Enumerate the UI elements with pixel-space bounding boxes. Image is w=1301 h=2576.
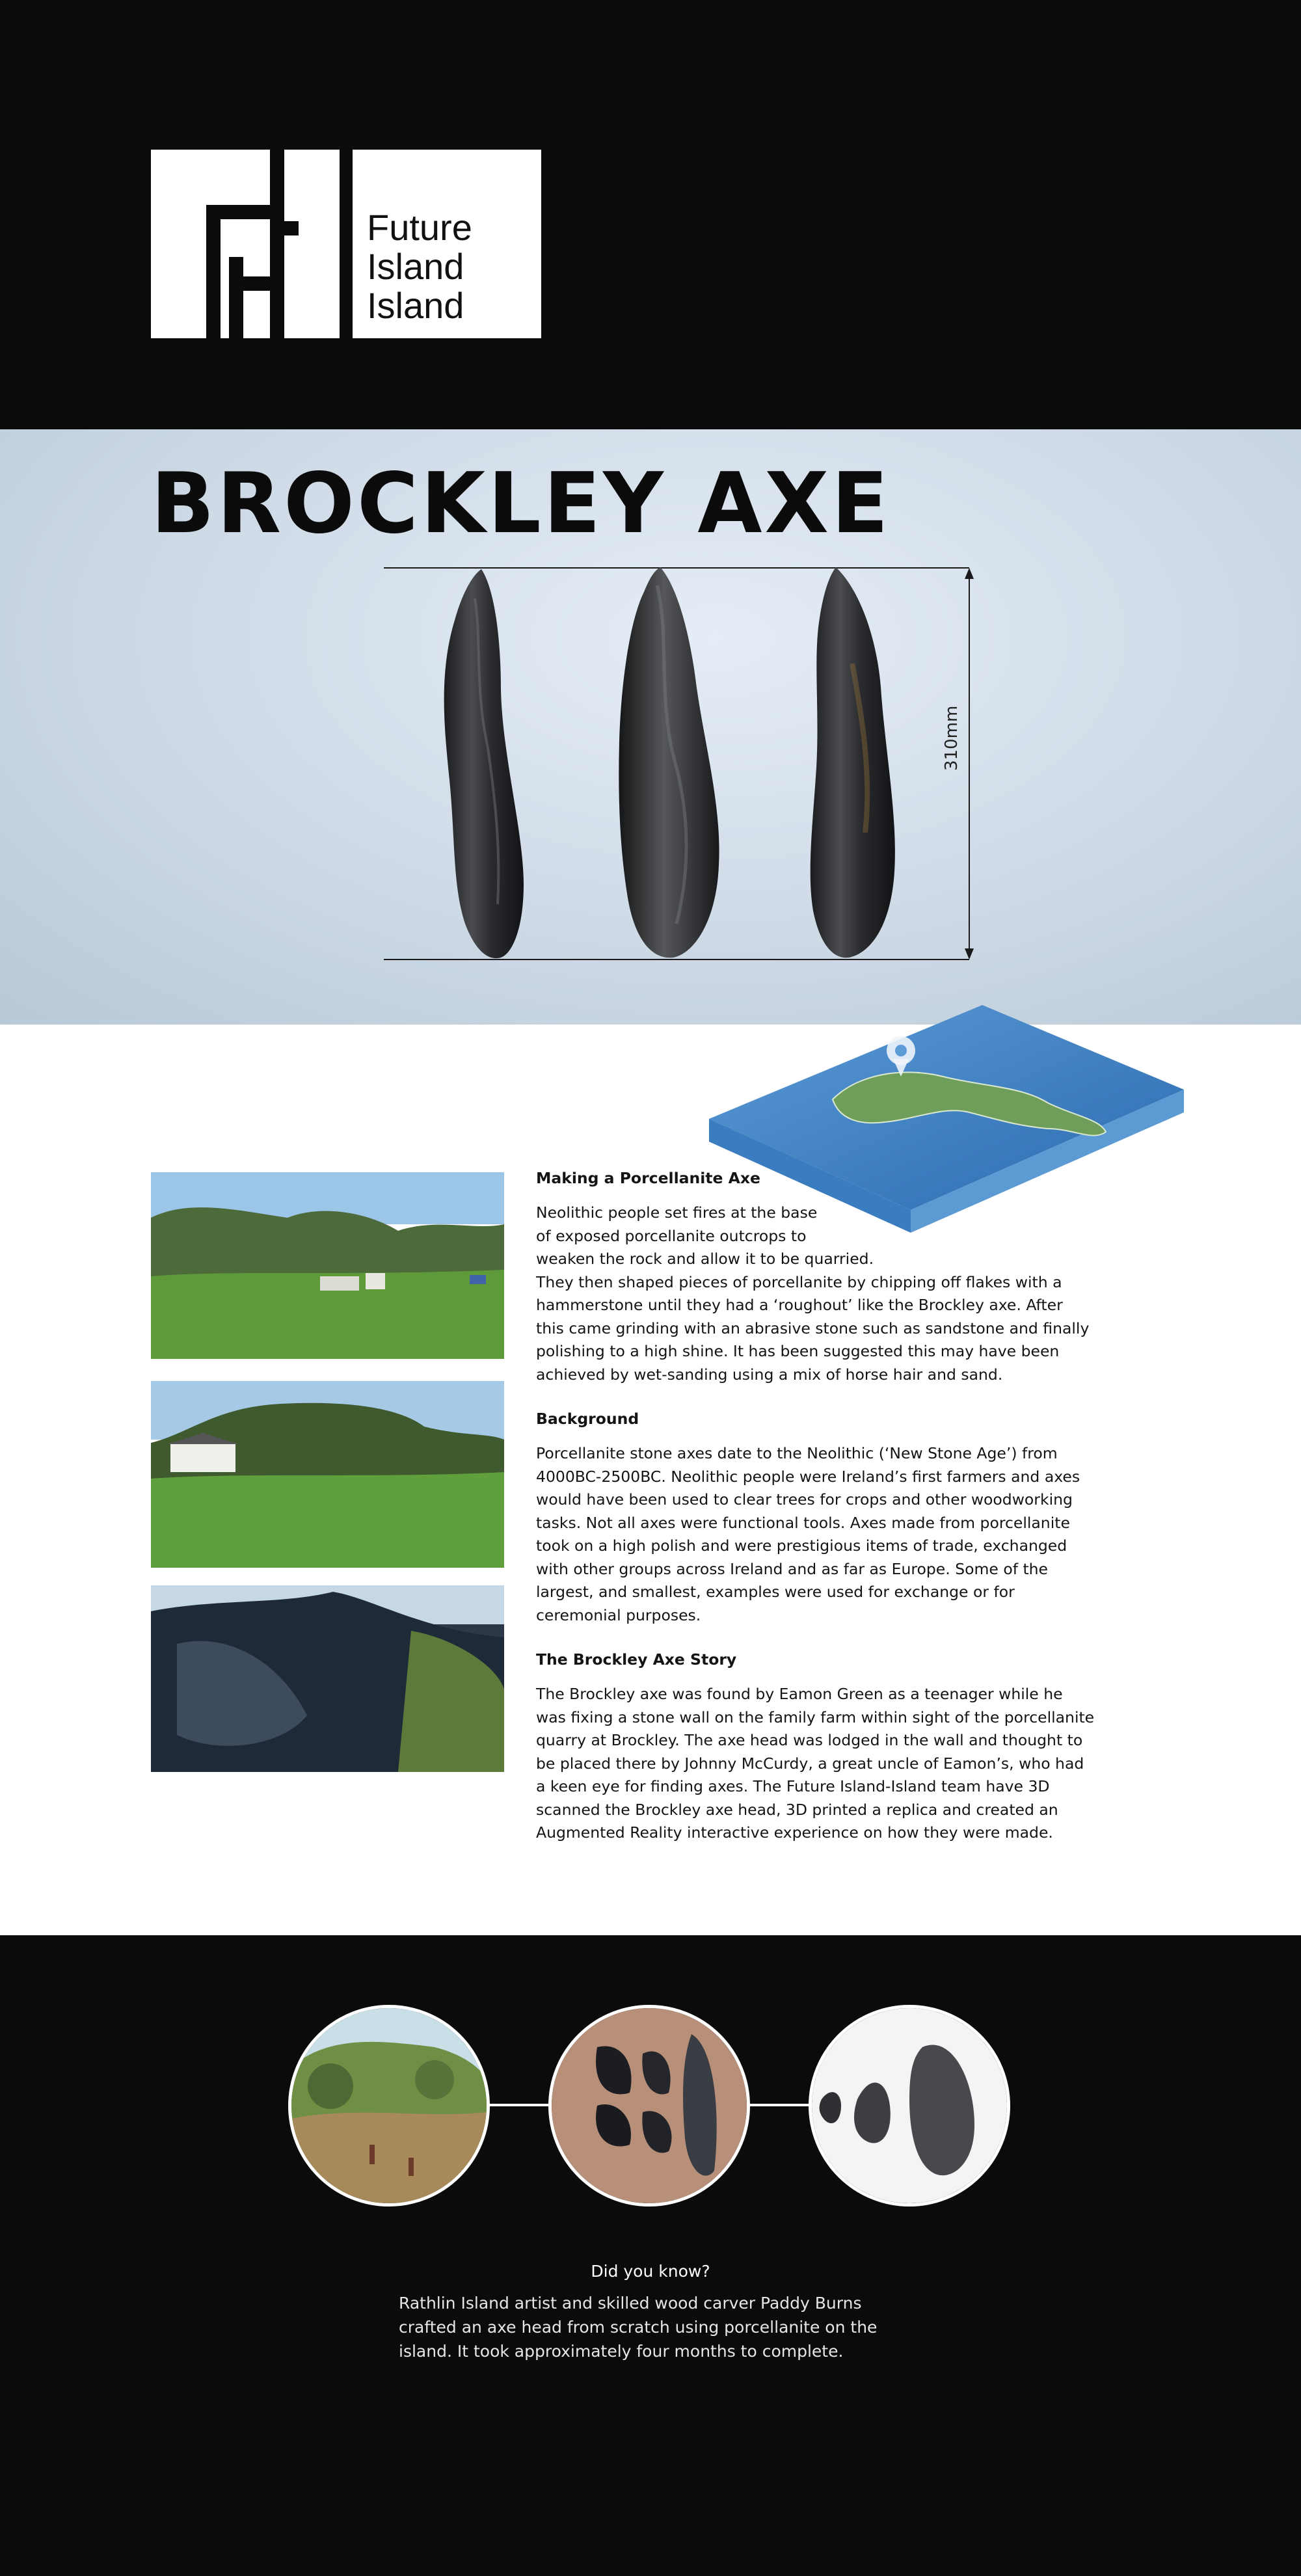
section-text-making-axe-line2: of exposed porcellanite outcrops to	[536, 1226, 807, 1245]
section-text-making-axe-line3: weaken the rock and allow it to be quarried.	[536, 1250, 874, 1268]
circle-axe-roughouts	[548, 2005, 750, 2207]
circle-neolithic-scene	[288, 2005, 490, 2207]
did-you-know-text: Rathlin Island artist and skilled wood carver Paddy Burns crafted an axe head from scratch using porcellanite on the island. It took approximately four months to complete.	[399, 2294, 878, 2361]
axe-view-front	[444, 569, 524, 958]
logo-text-island-1: Island	[367, 246, 464, 287]
logo-mark	[151, 150, 340, 338]
circle-polished-axes	[809, 2005, 1010, 2207]
dimension-arrow-top	[965, 568, 974, 579]
axe-views-illustration	[384, 559, 989, 963]
axe-view-back	[811, 567, 895, 958]
axe-view-side	[619, 567, 719, 958]
footer-band	[0, 1935, 1301, 2576]
circle-connector-2	[750, 2104, 812, 2106]
dimension-label: 310mm	[942, 705, 961, 771]
photo-porcellanite-outcrop	[151, 1585, 504, 1772]
did-you-know-title: Did you know?	[591, 2262, 710, 2281]
hero-section	[0, 429, 1301, 1025]
photo-farmhouse-hill	[151, 1381, 504, 1568]
dimension-arrow-bottom	[965, 948, 974, 959]
section-title-background: Background	[536, 1410, 639, 1428]
section-background	[536, 1408, 1095, 1627]
section-axe-story	[536, 1649, 1095, 1845]
section-title-axe-story: The Brockley Axe Story	[536, 1650, 737, 1669]
logo-mark-graphic	[151, 150, 340, 338]
logo-text-island-2: Island	[367, 285, 464, 326]
section-making-axe	[536, 1168, 1095, 1386]
photo-farm-landscape	[151, 1172, 504, 1359]
logo-wordmark	[353, 150, 541, 338]
section-text-making-axe-line1: Neolithic people set fires at the base	[536, 1203, 818, 1222]
section-text-making-axe-body: They then shaped pieces of porcellanite by chipping off flakes with a hammerstone until they had a ‘roughout’ like the Brockley axe. After this came grinding with an abrasive stone such as sandstone and finally polishing to a high shine. It has been suggested this may have been achieved by wet-sanding using a mix of horse hair and sand.	[536, 1272, 1090, 1384]
circle-connector-1	[487, 2104, 548, 2106]
section-text-axe-story: The Brockley axe was found by Eamon Green as a teenager while he was fixing a stone wall on the family farm within sight of the porcellanite quarry at Brockley. The axe head was lodged in the wall and thought to be placed there by Johnny McCurdy, a great uncle of Eamon’s, who had a keen eye for finding axes. The Future Island-Island team have 3D scanned the Brockley axe head, 3D printed a replica and created an Augmented Reality interactive experience on how they were made.	[536, 1685, 1095, 1842]
logo-text-future: Future	[367, 207, 472, 248]
header-band	[0, 0, 1301, 429]
page-title: BROCKLEY AXE	[151, 455, 891, 552]
content-section	[0, 1025, 1301, 1935]
section-text-background: Porcellanite stone axes date to the Neolithic (‘New Stone Age’) from 4000BC-2500BC. Neolithic people were Ireland’s first farmers and axes would have been used to clear trees for crops and other woodworking tasks. Not all axes were functional tools. Axes made from porcellanite took on a high polish and were prestigious items of trade, exchanged with other groups across Ireland and as far as Europe. Some of the largest, and smallest, examples were used for exchange or for ceremonial purposes.	[536, 1444, 1080, 1624]
future-island-logo	[151, 150, 541, 338]
section-title-making-axe: Making a Porcellanite Axe	[536, 1169, 760, 1187]
